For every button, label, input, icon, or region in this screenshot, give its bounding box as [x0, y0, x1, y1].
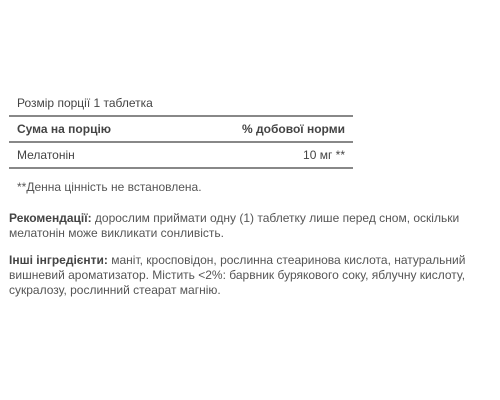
recommendations-paragraph — [9, 211, 489, 241]
supplement-facts-table — [9, 92, 353, 169]
amount-per-serving-header: Сума на порцію — [17, 122, 112, 136]
nutrient-amount: 10 мг ** — [303, 148, 345, 162]
daily-value-header: % добової норми — [242, 122, 345, 136]
recommendations-label: Рекомендації: — [9, 211, 92, 225]
table-row — [9, 143, 353, 169]
other-ingredients-paragraph — [9, 253, 489, 298]
facts-header-row — [9, 117, 353, 143]
other-ingredients-text: маніт, кросповідон, рослинна стеаринова кислота, натуральний вишневий ароматизатор. Містить <2%: барвник бурякового соку, яблучну кислоту, сукралозу, рослинний стеарат магнію. — [9, 253, 466, 297]
other-ingredients-label: Інші інгредієнти: — [9, 253, 108, 267]
nutrient-name: Мелатонін — [17, 148, 75, 162]
recommendations-text: дорослим приймати одну (1) таблетку лише перед сном, оскільки мелатонін може викликати сонливість. — [9, 211, 460, 240]
serving-size: Розмір порції 1 таблетка — [9, 92, 353, 117]
daily-value-footnote: **Денна цінність не встановлена. — [17, 180, 202, 194]
